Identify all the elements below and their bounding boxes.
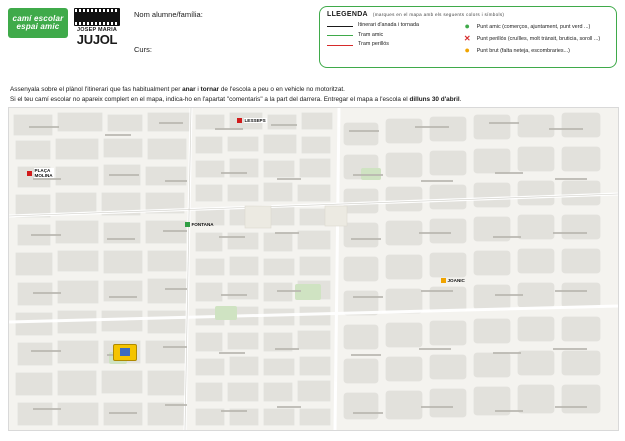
program-logo xyxy=(8,8,68,38)
metro-square-icon xyxy=(27,171,32,176)
orange-dot-icon: ● xyxy=(464,45,470,55)
legend-label-punt-perillos: Punt perillós (cruïlles, molt trànsit, bruticia, soroll ...) xyxy=(476,35,601,42)
school-logo xyxy=(74,8,120,46)
green-square-icon xyxy=(185,222,190,227)
field-curs-label: Curs: xyxy=(134,45,152,54)
legend-label-tram-perillos: Tram perillós xyxy=(358,41,389,47)
map-marker-placa-molina-label: PLAÇA MOLINA xyxy=(34,168,53,179)
map-marker-lesseps[interactable] xyxy=(237,118,267,123)
legend-panel xyxy=(319,6,617,68)
legend-title-row xyxy=(327,11,610,18)
instruction-line-2 xyxy=(10,95,617,105)
form-fields xyxy=(128,6,311,56)
legend-item-tram-perillos xyxy=(327,41,453,47)
film-strip-icon xyxy=(74,8,120,26)
instruction-2-post: . xyxy=(459,95,462,103)
school-location-marker[interactable] xyxy=(113,344,137,361)
field-nom-label: Nom alumne/família: xyxy=(134,10,203,19)
instruction-1-mid: i xyxy=(195,86,201,93)
instruction-line-1 xyxy=(10,85,617,95)
program-logo-line2: espai amic xyxy=(16,22,60,31)
street-map[interactable] xyxy=(9,108,618,430)
page-header xyxy=(8,6,617,82)
map-canvas[interactable] xyxy=(8,107,619,431)
field-nom-alumne[interactable] xyxy=(134,10,311,19)
instruction-1-bold-anar: anar xyxy=(182,86,196,93)
legend-item-tram-amic xyxy=(327,32,453,38)
map-marker-fontana-label: FONTANA xyxy=(191,222,214,228)
legend-item-punt-perillos xyxy=(463,35,610,43)
legend-column-points xyxy=(463,22,610,55)
map-marker-joanic[interactable] xyxy=(441,278,465,283)
legend-item-punt-amic xyxy=(463,22,610,31)
field-curs[interactable] xyxy=(134,45,311,54)
legend-label-punt-amic: Punt amic (comerços, ajuntament, punt verd ...) xyxy=(476,23,591,30)
field-curs-input[interactable] xyxy=(156,45,311,54)
instruction-1-pre: Assenyala sobre el plànol l'itinerari que fas habitualment per xyxy=(10,86,183,93)
red-x-icon: ✕ xyxy=(463,33,471,43)
black-line-icon xyxy=(327,26,353,27)
legend-item-itinerari xyxy=(327,22,453,28)
orange-square-icon xyxy=(441,278,446,283)
instruction-1-bold-tornar: tornar xyxy=(200,86,220,93)
instructions-block xyxy=(10,85,617,104)
map-marker-lesseps-label: LESSEPS xyxy=(244,118,266,124)
school-logo-big-name: JUJOL xyxy=(76,32,118,47)
logos xyxy=(8,6,120,46)
legend-title: LLEGENDA xyxy=(327,11,368,18)
map-marker-fontana[interactable] xyxy=(185,222,214,227)
green-dot-icon: ● xyxy=(464,21,470,31)
metro-square-icon xyxy=(237,118,242,123)
instruction-2-bold-date: dilluns 30 d'abril xyxy=(409,95,460,103)
map-marker-joanic-label: JOANIC xyxy=(447,278,465,284)
instruction-1-post: de l'escola a peu o en vehicle no motoritzat. xyxy=(219,86,345,93)
map-marker-placa-molina[interactable] xyxy=(27,168,54,178)
legend-subtitle: (marques en el mapa amb els seguents colors i símbols) xyxy=(372,12,505,17)
red-line-icon xyxy=(327,45,353,46)
legend-item-punt-brut xyxy=(463,46,610,55)
program-logo-line1: camí escolar xyxy=(12,13,64,23)
instruction-2-pre: Si el teu camí escolar no apareix complert en el mapa, indica-ho en l'apartat "comentaris" a la part del darrera. Entregar el mapa a l'escola el xyxy=(10,95,410,103)
legend-column-lines xyxy=(327,22,453,55)
school-logo-small-name: JOSEP MARIA xyxy=(77,27,117,33)
green-line-icon xyxy=(327,35,353,36)
legend-label-itinerari: Itinerari d'anada i tornada xyxy=(358,22,419,28)
legend-label-tram-amic: Tram amic xyxy=(358,31,384,38)
legend-label-punt-brut: Punt brut (falta neteja, escombraries...) xyxy=(476,47,570,54)
field-nom-input[interactable] xyxy=(207,10,311,19)
